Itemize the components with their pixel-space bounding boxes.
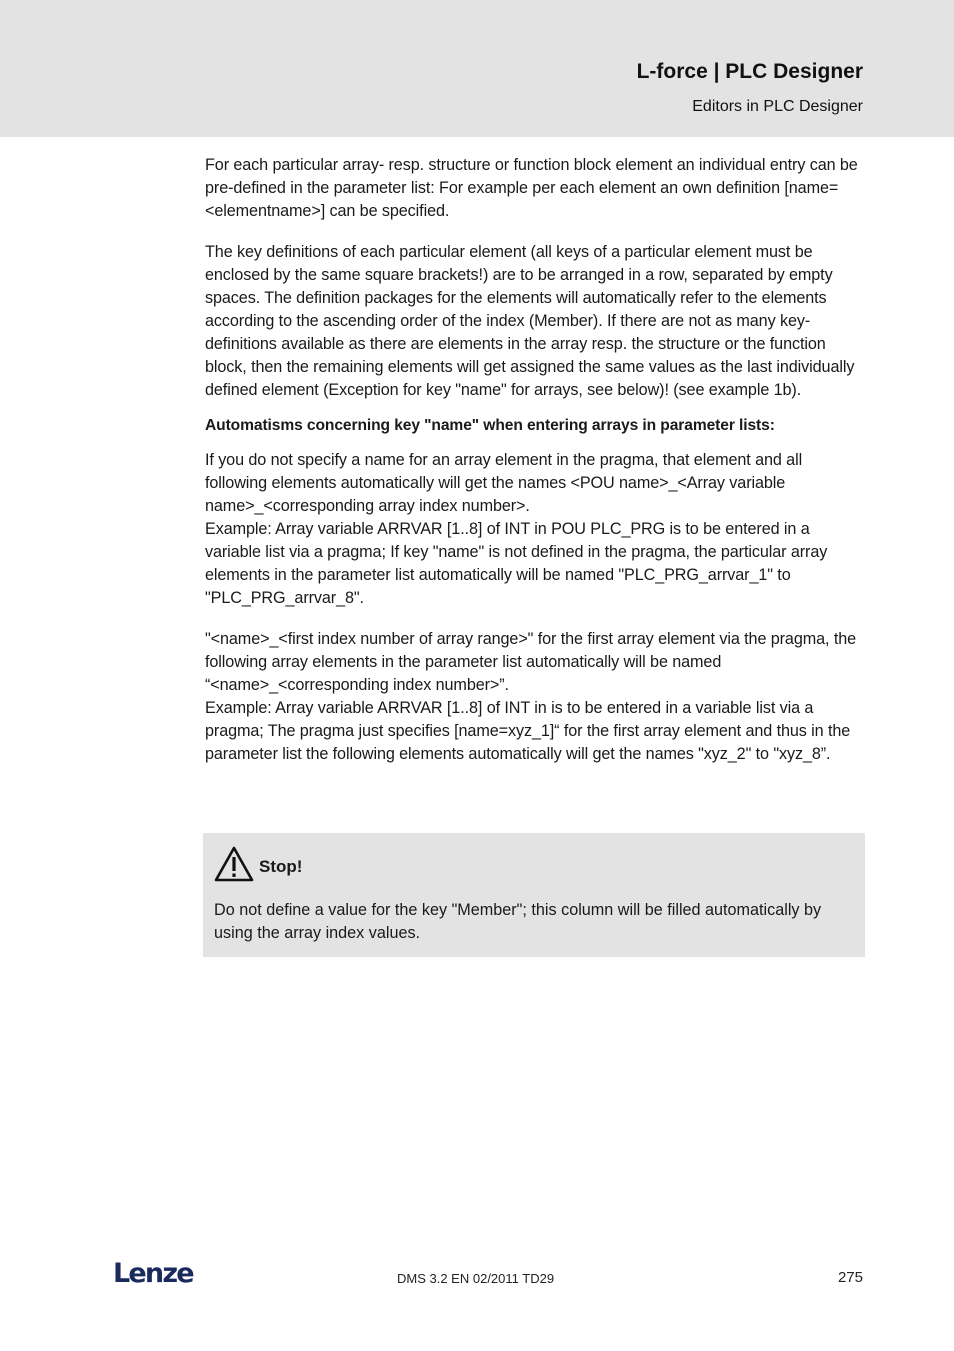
document-id: DMS 3.2 EN 02/2011 TD29 [397, 1271, 555, 1286]
page-number: 275 [837, 1269, 863, 1286]
stop-title: Stop! [259, 857, 303, 876]
lenze-logo: Lenze [113, 1258, 193, 1289]
stop-text: Do not define a value for the key "Member"; this column will be filled automatically by using the array index values. [214, 901, 822, 942]
paragraph-first-index-text: "<name>_<first index number of array range>" for the first array element via the pragma, the following array elements in the parameter list automatically will be named “<name>_<corresponding index number>”. [205, 630, 857, 694]
paragraph-first-index-example: Example: Array variable ARRVAR [1..8] of INT in is to be entered in a variable list via a pragma; The pragma just specifies [name=xyz_1]“ for the first array element and thus in the parameter list the following elements automatically will get the names "xyz_2" to "xyz_8”. [205, 699, 851, 763]
paragraph-no-name-example: Example: Array variable ARRVAR [1..8] of INT in POU PLC_PRG is to be entered in a variable list via a pragma; If key "name" is not defined in the pragma, the particular array elements in the parameter list automatically will be named "PLC_PRG_arrvar_1" to "PLC_PRG_arrvar_8". [205, 520, 828, 607]
paragraph-key-definitions: The key definitions of each particular element (all keys of a particular element must be enclosed by the same square brackets!) are to be arranged in a row, separated by empty spaces. The definition packages for the elements will automatically refer to the elements according to the ascending order of the index (Member). If there are not as many key-definitions available as there are elements in the array resp. the structure or the function block, then the remaining elements will get assigned the same values as the last individually defined element (Exception for key "name" for arrays, see below)! (see example 1b). [205, 243, 855, 399]
page-header [0, 0, 954, 137]
paragraph-no-name-text: If you do not specify a name for an array element in the pragma, that element and all following elements automatically will get the names <POU name>_<Array variable name>_<corresponding array index number>. [205, 451, 803, 515]
section-heading: Automatisms concerning key "name" when entering arrays in parameter lists: [205, 417, 775, 434]
chapter-title: Editors in PLC Designer [692, 98, 863, 115]
stop-notice-box [203, 833, 865, 957]
paragraph-element-entries: For each particular array- resp. structure or function block element an individual entry can be pre-defined in the parameter list: For example per each element an own definition [name=<elementname>] can be specified. [205, 156, 858, 220]
warning-triangle-icon [214, 846, 254, 882]
manual-title: L-force | PLC Designer [636, 60, 863, 83]
paragraph-first-index-behavior [205, 628, 865, 766]
main-content [205, 154, 865, 784]
paragraph-no-name-behavior [205, 449, 865, 610]
